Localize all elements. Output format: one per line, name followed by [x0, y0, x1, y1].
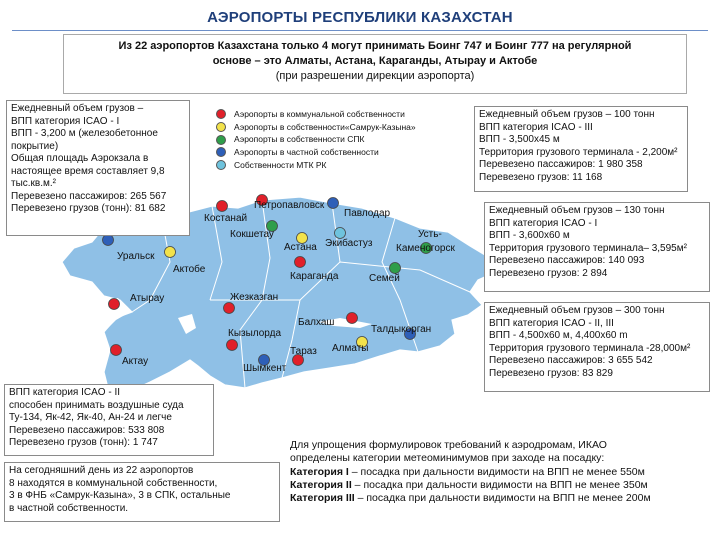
city-label-kyzylorda: Кызылорда	[228, 328, 282, 339]
city-label-aktobe: Актобе	[173, 264, 206, 275]
city-label-petropavlovsk: Петропавловск	[254, 200, 325, 211]
category-1-label: Категория I	[290, 465, 349, 478]
karaganda-info-line: Ежедневный объем грузов – 130 тонн	[489, 205, 665, 216]
intro-line-1: Из 22 аэропортов Казахстана только 4 могут принимать Боинг 747 и Боинг 777 на регулярной	[118, 40, 632, 52]
city-label-almaty: Алматы	[332, 343, 369, 354]
legend	[216, 108, 471, 171]
intro-line-3: (при разрешении дирекции аэропорта)	[275, 70, 475, 82]
ownership-info-box	[4, 462, 280, 522]
aktobe-info-line: покрытие)	[11, 140, 59, 152]
atyrau-info-line: ВПП категория ICAO - II	[9, 387, 121, 398]
category-1-text: – посадка при дальности видимости на ВПП не менее 550м	[348, 465, 645, 478]
city-label-semey: Семей	[369, 273, 400, 284]
note-category-1	[290, 466, 710, 479]
city-label-aktau: Актау	[122, 356, 149, 367]
yellow-dot-icon	[216, 122, 226, 132]
city-label-astana: Астана	[284, 242, 317, 253]
astana-info-line: Перевезено грузов: 11 168	[479, 171, 603, 183]
astana-info-line: Ежедневный объем грузов – 100 тонн	[479, 109, 655, 120]
aktobe-info-line: тыс.кв.м.²	[11, 178, 56, 189]
category-2-label: Категория II	[290, 478, 352, 491]
category-3-label: Категория III	[290, 492, 355, 505]
note-category-2	[290, 479, 710, 492]
page-title: АЭРОПОРТЫ РЕСПУБЛИКИ КАЗАХСТАН	[207, 9, 513, 26]
karaganda-info-line: ВПП - 3,600x60 м	[489, 230, 570, 241]
city-label-taraz: Тараз	[290, 346, 317, 357]
aktobe-info-line: ВПП - 3,200 м (железобетонное	[11, 128, 158, 139]
aktobe-info-line: Перевезено грузов (тонн): 81 682	[11, 203, 166, 214]
astana-info-line: Территория грузового терминала - 2,200м²	[479, 146, 678, 158]
category-3-text: – посадка при дальности видимости на ВПП не менее 200м	[354, 492, 651, 505]
legend-label: Аэропорты в собственности СПК	[234, 134, 365, 145]
almaty-info-line: Территория грузового терминала -28,000м²	[489, 342, 691, 354]
atyrau-info-line: способен принимать воздушные суда	[9, 399, 184, 411]
airport-marker-atyrau	[109, 299, 120, 310]
karaganda-info-line: Перевезено грузов: 2 894	[489, 267, 608, 279]
city-label-karaganda: Караганда	[290, 271, 339, 282]
karaganda-info-line: Территория грузового терминала– 3,595м²	[489, 242, 687, 254]
red-dot-icon	[216, 109, 226, 119]
karaganda-info-line: Перевезено пассажиров: 140 093	[489, 255, 645, 266]
almaty-info-line: ВПП категория ICAO - II, III	[489, 317, 614, 329]
aktobe-info-line: настоящее время составляет 9,8	[11, 165, 165, 177]
icao-categories-note	[290, 439, 710, 505]
atyrau-info-line: Перевезено грузов (тонн): 1 747	[9, 437, 158, 448]
astana-info-box	[474, 106, 688, 192]
green-dot-icon	[216, 135, 226, 145]
almaty-info-box	[484, 302, 710, 392]
airport-marker-aktau	[111, 345, 122, 356]
legend-label: Аэропорты в собственности«Самрук-Казына»	[234, 121, 416, 132]
astana-info-line: Перевезено пассажиров: 1 980 358	[479, 159, 643, 170]
airport-marker-pavlodar	[328, 198, 339, 209]
city-label-ust: Усть-	[418, 229, 442, 240]
airport-marker-aktobe	[165, 247, 176, 258]
city-label-balkhash: Балхаш	[298, 317, 335, 328]
intro-line-2: основе – это Алматы, Астана, Караганды, Атырау и Актобе	[212, 55, 538, 67]
city-label-uralsk: Уральск	[117, 251, 155, 262]
note-intro-1: Для упрощения формулировок требований к аэродромам, ИКАО	[290, 439, 607, 451]
atyrau-info-line: Перевезено пассажиров: 533 808	[9, 424, 165, 436]
city-label-kostanay: Костанай	[204, 213, 248, 224]
karaganda-info-box	[484, 202, 710, 292]
ownership-info-line: в частной собственности.	[9, 502, 129, 514]
airport-marker-ekibastuz	[335, 228, 346, 239]
astana-info-line: ВПП категория ICAO - III	[479, 121, 593, 133]
airport-marker-kostanay	[217, 201, 228, 212]
almaty-info-line: Перевезено пассажиров: 3 655 542	[489, 355, 653, 366]
almaty-info-line: Перевезено грузов: 83 829	[489, 367, 613, 379]
city-label-pavlodar: Павлодар	[344, 208, 391, 219]
karaganda-info-line: ВПП категория ICAO - I	[489, 217, 598, 229]
city-label-kokshetau: Кокшетау	[230, 229, 274, 240]
almaty-info-line: ВПП - 4,500x60 м, 4,400x60 m	[489, 330, 628, 341]
cyan-dot-icon	[216, 160, 226, 170]
ownership-info-line: 8 находятся в коммунальной собственности,	[9, 477, 218, 489]
legend-item-samruk	[216, 121, 471, 134]
blue-dot-icon	[216, 147, 226, 157]
legend-item-mtk	[216, 159, 471, 172]
note-intro-2: определены категории метеоминимумов при заходе на посадку:	[290, 452, 605, 465]
city-label-shymkent: Шымкент	[243, 363, 287, 374]
legend-item-private	[216, 146, 471, 159]
legend-label: Собственности МТК РК	[234, 159, 327, 170]
legend-item-spk	[216, 133, 471, 146]
airport-marker-uralsk	[103, 235, 114, 246]
airport-marker-kyzylorda	[227, 340, 238, 351]
note-category-3	[290, 492, 710, 505]
atyrau-info-box	[4, 384, 214, 456]
city-label-atyrau: Атырау	[130, 293, 165, 304]
ownership-info-line: На сегодняшний день из 22 аэропортов	[9, 465, 194, 476]
ownership-info-line: 3 в ФНБ «Самрук-Казына», 3 в СПК, остальные	[9, 490, 231, 501]
airport-marker-semey	[390, 263, 401, 274]
city-label-ekibastuz: Экибастуз	[325, 238, 373, 249]
airport-marker-balkhash	[347, 313, 358, 324]
category-2-text: – посадка при дальности видимости на ВПП не менее 350м	[351, 478, 648, 491]
atyrau-info-line: Ту-134, Як-42, Як-40, Ан-24 и легче	[9, 412, 172, 423]
legend-label: Аэропорты в коммунальной собственности	[234, 109, 405, 119]
aktobe-info-line: Общая площадь Аэрокзала в	[11, 153, 149, 164]
city-label-taldykorgan: Талдыкорган	[371, 324, 432, 335]
city-label-zhezkazgan: Жезказган	[230, 292, 279, 303]
aktobe-info-box	[6, 100, 190, 236]
airport-marker-karaganda	[295, 257, 306, 268]
airport-marker-zhezkazgan	[224, 303, 235, 314]
astana-info-line: ВПП - 3,500x45 м	[479, 134, 560, 145]
legend-label: Аэропорты в частной собственности	[234, 147, 379, 158]
legend-item-communal	[216, 108, 471, 121]
aktobe-info-line: Перевезено пассажиров: 265 567	[11, 190, 167, 202]
city-label-kamenogorsk: Каменогорск	[396, 243, 455, 254]
aktobe-info-line: ВПП категория ICAO - I	[11, 115, 120, 127]
aktobe-info-line: Ежедневный объем грузов –	[11, 103, 144, 114]
almaty-info-line: Ежедневный объем грузов – 300 тонн	[489, 305, 665, 316]
